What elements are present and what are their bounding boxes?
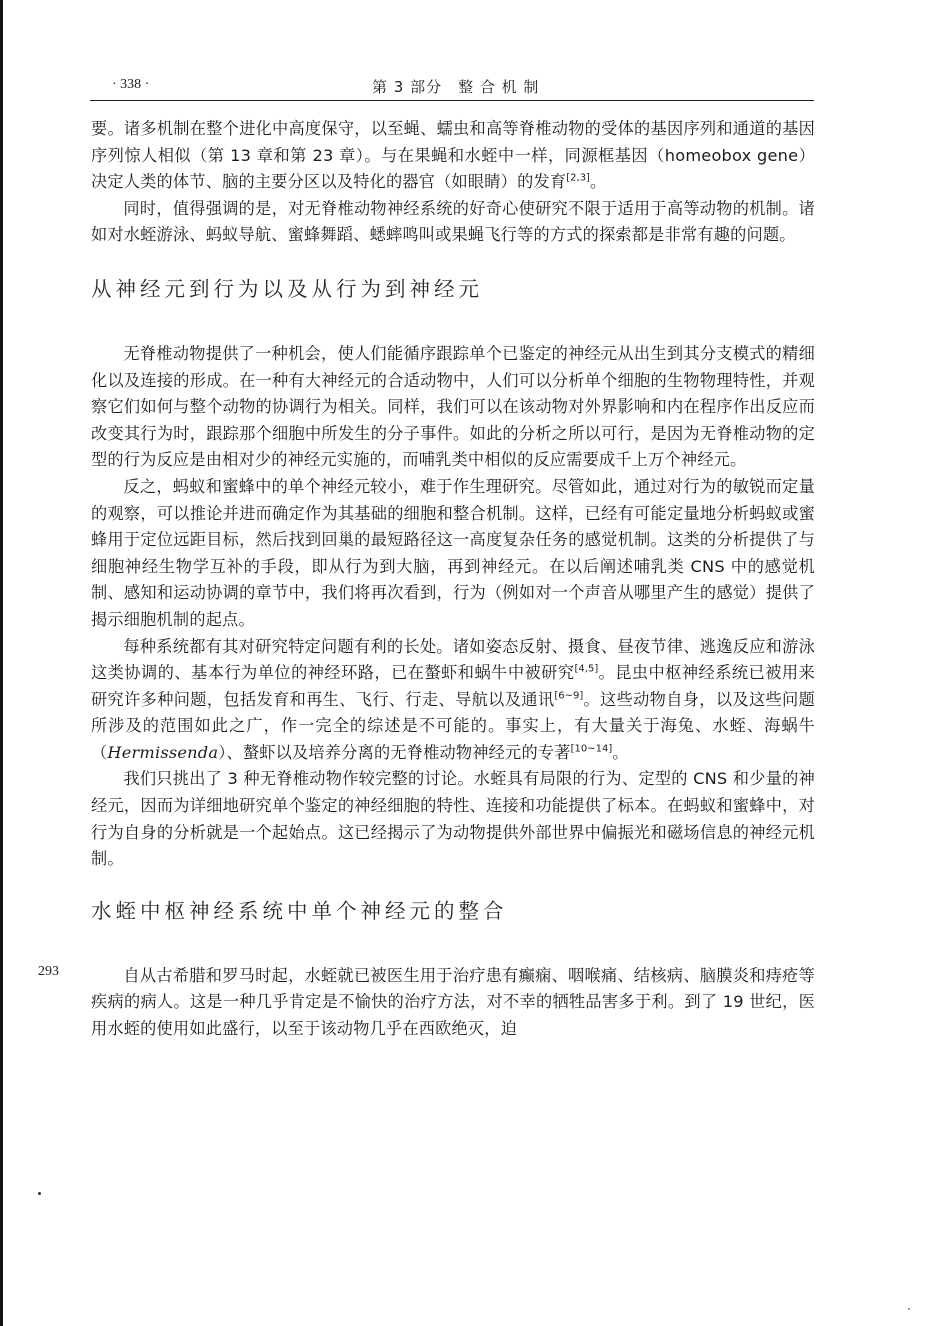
citation-ref: [4,5] (574, 663, 599, 675)
page-content (91, 116, 815, 1043)
paragraph-5-text-e: 。 (612, 742, 629, 762)
header-rule (90, 100, 814, 101)
margin-page-number: 293 (38, 964, 59, 979)
paragraph-1-end: 。 (589, 172, 607, 192)
scan-speck (908, 1308, 910, 1310)
paragraph-1 (91, 116, 815, 196)
page-header (90, 74, 812, 98)
margin-dot (38, 1192, 41, 1195)
paragraph-5-text-c: 。这些动物自身，以及这些问题所涉及的范围如此之广，作一完全的综述是不可能的。事实上，有大量关于海兔、水蛭、海蜗牛（ (91, 689, 815, 762)
paragraph-5-text-b: 。昆虫中枢神经系统已被用来研究许多种问题，包括发育和再生、飞行、行走、导航以及通讯 (91, 663, 815, 709)
paragraph-2: 同时，值得强调的是，对无脊椎动物神经系统的好奇心使研究不限于适用于高等动物的机制。诸如对水蛭游泳、蚂蚁导航、蜜蜂舞蹈、蟋蟀鸣叫或果蝇飞行等的方式的探索都是非常有趣的问题。 (91, 198, 815, 245)
paragraph-5-text-d: ）、螯虾以及培养分离的无脊椎动物神经元的专著 (218, 742, 571, 762)
section-heading-1: 从神经元到行为以及从行为到神经元 (91, 276, 483, 301)
section-heading-2: 水蛭中枢神经系统中单个神经元的整合 (91, 898, 508, 923)
scan-edge (0, 0, 3, 1326)
species-name: Hermissenda (107, 742, 219, 762)
paragraph-5 (91, 634, 815, 767)
citation-ref: [2,3] (566, 172, 590, 184)
paragraph-4: 反之，蚂蚁和蜜蜂中的单个神经元较小，难于作生理研究。尽管如此，通过对行为的敏锐而定量的观察，可以推论并进而确定作为其基础的细胞和整合机制。这样，已经有可能定量地分析蚂蚁或蜜蜂用于定位远距目标，然后找到回巢的最短路径这一高度复杂任务的感觉机制。这类的分析提供了与细胞神经生物学互补的手段，即从行为到大脑，再到神经元。在以后阐述哺乳类 CNS 中的感觉机制、感知和运动协调的章节中，我们将再次看到，行为（例如对一个声音从哪里产生的感觉）提供了揭示细胞机制的起点。 (91, 476, 815, 629)
paragraph-1-text: 要。诸多机制在整个进化中高度保守，以至蝇、蠕虫和高等脊椎动物的受体的基因序列和通道的基因序列惊人相似（第 13 章和第 23 章）。与在果蝇和水蛭中一样，同源框基因（homeobox gene）决定人类的体节、脑的主要分区以及特化的器官（如眼睛）的发育 (91, 119, 815, 192)
running-head: 第 3 部分 整 合 机 制 (372, 78, 540, 96)
paragraph-6: 我们只挑出了 3 种无脊椎动物作较完整的讨论。水蛭具有局限的行为、定型的 CNS 和少量的神经元，因而为详细地研究单个鉴定的神经细胞的特性、连接和功能提供了标本。在蚂蚁和蜜蜂中，对行为自身的分析就是一个起始点。这已经揭示了为动物提供外部世界中偏振光和磁场信息的神经元机制。 (91, 769, 815, 869)
paragraph-3: 无脊椎动物提供了一种机会，使人们能循序跟踪单个已鉴定的神经元从出生到其分支模式的精细化以及连接的形成。在一种有大神经元的合适动物中，人们可以分析单个细胞的生物物理特性，并观察它们如何与整个动物的协调行为相关。同样，我们可以在该动物对外界影响和内在程序作出反应而改变其行为时，跟踪那个细胞中所发生的分子事件。如此的分析之所以可行，是因为无脊椎动物的定型的行为反应是由相对少的神经元实施的，而哺乳类中相似的反应需要成千上万个神经元。 (91, 343, 815, 470)
citation-ref: [6~9] (554, 690, 584, 702)
paragraph-5-text-a: 每种系统都有其对研究特定问题有利的长处。诸如姿态反射、摄食、昼夜节律、逃逸反应和游泳这类协调的、基本行为单位的神经环路，已在螯虾和蜗牛中被研究 (91, 636, 815, 683)
paragraph-7: 自从古希腊和罗马时起，水蛭就已被医生用于治疗患有癫痫、咽喉痛、结核病、脑膜炎和痔疮等疾病的病人。这是一种几乎肯定是不愉快的治疗方法，对不幸的牺牲品害多于利。到了 19 世纪，医用水蛭的使用如此盛行，以至于该动物几乎在西欧绝灭，迫 (91, 965, 815, 1039)
page-number: · 338 · (112, 77, 150, 92)
citation-ref: [10~14] (570, 743, 613, 755)
